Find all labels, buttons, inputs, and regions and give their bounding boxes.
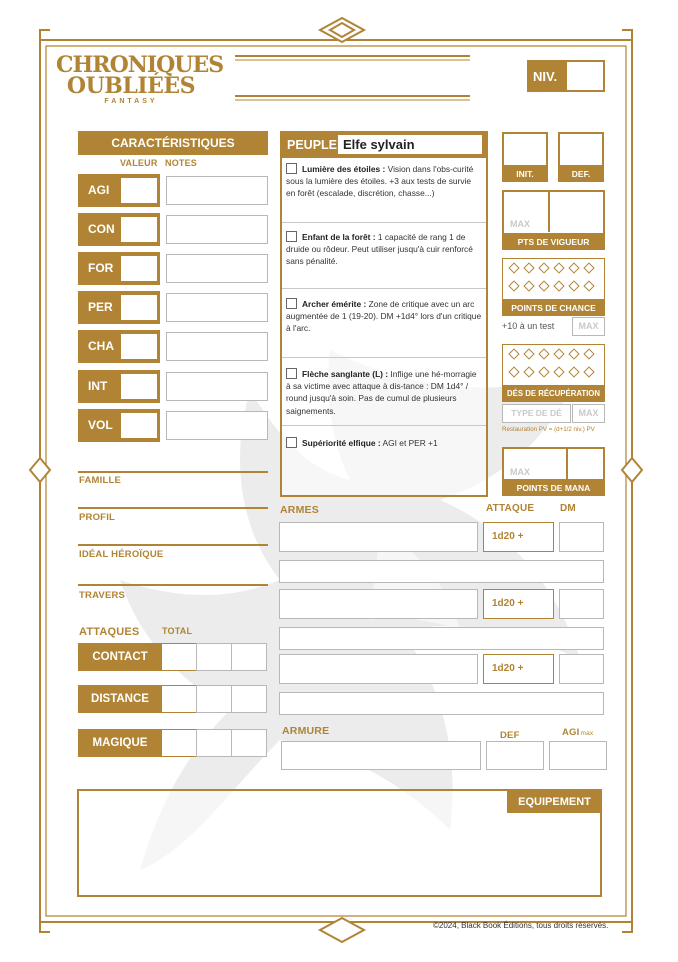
logo-line-1: CHRONIQUES (56, 52, 224, 78)
equipment-label (507, 791, 602, 813)
stat-notes-field[interactable] (166, 254, 268, 283)
attack-label-text: CONTACT (92, 651, 148, 663)
stat-label: CHA (88, 339, 114, 353)
capacity-name: Archer émérite : (302, 299, 367, 309)
mana-max-label: MAX (510, 467, 530, 477)
attack-bonus-field[interactable] (231, 729, 267, 757)
die-type-label: TYPE DE DÉ (511, 408, 562, 418)
weapons-dm-col: DM (560, 503, 576, 514)
recovery-label-text: DÉS DE RÉCUPÉRATION (507, 389, 600, 398)
weapon-attack-field[interactable] (483, 522, 554, 552)
stat-value-field[interactable] (120, 373, 158, 400)
stat-label: AGI (88, 183, 110, 197)
weapon-name-field[interactable] (279, 589, 478, 619)
capacity-text: Inflige une hé-morragie à sa victime avec attaque à dis-tance : DM 1d4° / round jusqu'à soin. Pas de cumul de plusieurs saignements. (286, 369, 477, 416)
stat-row-int (78, 370, 268, 403)
diamond-icon[interactable] (568, 262, 579, 273)
logo-line-3: FANTASY (104, 98, 158, 105)
people-label-text: PEUPLE (287, 137, 338, 152)
weapons-attack-col: ATTAQUE (486, 503, 535, 514)
weapon-dm-field[interactable] (559, 589, 604, 619)
vigor-divider (548, 192, 550, 232)
capacity-text: Zone de critique avec un arc augmentée de 1 (19-20). DM +1d4° lors d'un critique à l'arc. (286, 299, 482, 334)
def-label-text: DEF. (571, 168, 591, 179)
diamond-icon[interactable] (523, 366, 534, 377)
luck-max-label: MAX (578, 321, 599, 331)
attack-bonus-field[interactable] (196, 643, 232, 671)
stat-notes-field[interactable] (166, 293, 268, 322)
stat-label: PER (88, 300, 113, 314)
people-value: Elfe sylvain (343, 137, 415, 152)
diamond-icon[interactable] (568, 280, 579, 291)
attack-label (78, 643, 162, 671)
capacity-checkbox[interactable] (286, 231, 297, 242)
weapon-name-field[interactable] (279, 654, 478, 684)
weapon-roll: 1d20 + (492, 531, 524, 542)
diamond-icon[interactable] (523, 280, 534, 291)
capacity-2 (286, 231, 482, 268)
characteristics-title-text: CARACTÉRISTIQUES (111, 136, 235, 150)
armor-def-field[interactable] (486, 741, 544, 770)
diamond-icon[interactable] (583, 280, 594, 291)
recovery-diamonds-row-2 (506, 367, 604, 377)
stat-notes-field[interactable] (166, 372, 268, 401)
luck-diamonds-row-2 (506, 281, 604, 291)
stat-row-cha (78, 330, 268, 363)
diamond-icon[interactable] (508, 366, 519, 377)
stat-label: INT (88, 379, 108, 393)
profile-line (78, 507, 268, 509)
armor-agi-field[interactable] (549, 741, 607, 770)
weapon-roll: 1d20 + (492, 663, 524, 674)
col-notes-label: NOTES (165, 158, 198, 168)
armor-def-label: DEF (500, 730, 520, 741)
stat-notes-field[interactable] (166, 411, 268, 440)
people-value-field[interactable] (338, 135, 482, 154)
restoration-note: Restauration PV = (d+1/2 niv.) PV (502, 426, 595, 433)
flaws-label: TRAVERS (79, 590, 126, 601)
mana-label-text: POINTS DE MANA (516, 482, 591, 493)
weapon-attack-field[interactable] (483, 654, 554, 684)
attack-label-text: MAGIQUE (92, 737, 148, 749)
attack-bonus-field[interactable] (231, 643, 267, 671)
diamond-icon[interactable] (508, 280, 519, 291)
weapon-dm-field[interactable] (559, 522, 604, 552)
attack-total-field[interactable] (162, 643, 198, 671)
armor-agi-sub: max (580, 730, 594, 737)
weapon-dm-field[interactable] (559, 654, 604, 684)
weapon-name-field[interactable] (279, 522, 478, 552)
stat-row-per (78, 291, 268, 324)
diamond-icon[interactable] (553, 366, 564, 377)
capacity-5 (286, 437, 482, 449)
copyright: ©2024, Black Book Éditions, tous droits réservés. (433, 921, 609, 930)
diamond-icon[interactable] (583, 262, 594, 273)
diamond-icon[interactable] (568, 348, 579, 359)
recovery-diamonds-row-1 (506, 349, 604, 359)
diamond-icon[interactable] (553, 348, 564, 359)
attack-bonus-field[interactable] (196, 729, 232, 757)
init-label-text: INIT. (516, 168, 534, 179)
diamond-icon[interactable] (538, 366, 549, 377)
luck-label-text: POINTS DE CHANCE (511, 302, 596, 313)
capacity-text: 1 capacité de rang 1 de druide ou rôdeur. Peut utiliser jusqu'à cuir renforcé sans pénalité. (286, 232, 473, 267)
capacity-text: Vision dans l'obs-curité sous la lumière des étoiles. +3 aux tests de survie en forêt (escalade, discrétion, chasse...) (286, 164, 474, 199)
attack-bonus-field[interactable] (231, 685, 267, 713)
armor-field[interactable] (281, 741, 481, 770)
capacity-name: Supériorité elfique : (302, 438, 381, 448)
stat-value-field[interactable] (120, 255, 158, 282)
diamond-icon[interactable] (538, 262, 549, 273)
attack-label-text: DISTANCE (91, 693, 149, 705)
stat-label: FOR (88, 261, 114, 275)
stat-value-field[interactable] (120, 294, 158, 321)
diamond-icon[interactable] (538, 280, 549, 291)
stat-row-con (78, 213, 268, 246)
stat-notes-field[interactable] (166, 332, 268, 361)
logo (56, 52, 224, 105)
family-label: FAMILLE (79, 475, 122, 486)
stat-notes-field[interactable] (166, 215, 268, 244)
vigor-max-label: MAX (510, 219, 530, 229)
attack-label (78, 685, 162, 713)
weapon-attack-field[interactable] (483, 589, 554, 619)
capacity-name: Flèche sanglante (L) : (302, 369, 389, 379)
die-type-field[interactable] (502, 404, 571, 423)
ideal-line (78, 544, 268, 546)
level-label-text: NIV. (533, 68, 558, 84)
profile-label: PROFIL (79, 512, 116, 523)
recovery-label (502, 385, 605, 402)
weapon-notes-field[interactable] (279, 560, 604, 583)
stat-label: CON (88, 222, 115, 236)
attack-bonus-field[interactable] (196, 685, 232, 713)
capacity-name: Lumière des étoiles : (302, 164, 386, 174)
weapon-roll: 1d20 + (492, 598, 524, 609)
stat-row-agi (78, 174, 268, 207)
stat-row-vol (78, 409, 268, 442)
mana-divider (566, 449, 568, 479)
vigor-label (502, 233, 605, 250)
characteristics-title (78, 131, 268, 155)
capacity-checkbox[interactable] (286, 368, 297, 379)
family-line (78, 471, 268, 473)
diamond-icon[interactable] (583, 366, 594, 377)
flaws-line (78, 584, 268, 586)
attack-total-field[interactable] (162, 685, 198, 713)
level-label (527, 60, 565, 92)
diamond-icon[interactable] (523, 262, 534, 273)
diamond-icon[interactable] (538, 348, 549, 359)
logo-line-2: OUBLIÉES (66, 73, 196, 99)
diamond-icon[interactable] (508, 348, 519, 359)
diamond-icon[interactable] (508, 262, 519, 273)
armor-title: ARMURE (282, 725, 330, 737)
diamond-icon[interactable] (553, 280, 564, 291)
armor-agi-text: AGI (562, 727, 580, 738)
def-label (558, 165, 604, 182)
stat-label: VOL (88, 418, 113, 432)
attacks-title: ATTAQUES (79, 626, 140, 638)
init-label (502, 165, 548, 182)
recovery-max-label: MAX (578, 408, 599, 418)
diamond-icon[interactable] (568, 366, 579, 377)
attack-total-field[interactable] (162, 729, 198, 757)
capacity-1 (286, 163, 482, 200)
capacity-4 (286, 368, 482, 417)
attacks-total-label: TOTAL (162, 626, 193, 636)
diamond-icon[interactable] (583, 348, 594, 359)
ideal-label: IDÉAL HÉROÏQUE (79, 549, 164, 560)
capacity-text: AGI et PER +1 (382, 438, 438, 448)
capacity-checkbox[interactable] (286, 437, 297, 448)
attack-label (78, 729, 162, 757)
recovery-max-field[interactable] (572, 404, 605, 423)
mana-label (502, 479, 605, 496)
stat-row-for (78, 252, 268, 285)
stat-value-field[interactable] (120, 412, 158, 439)
luck-note: +10 à un test (502, 321, 555, 331)
equipment-label-text: EQUIPEMENT (518, 796, 591, 808)
capacity-checkbox[interactable] (286, 163, 297, 174)
capacity-3 (286, 298, 482, 335)
weapon-notes-field[interactable] (279, 627, 604, 650)
stat-value-field[interactable] (120, 177, 158, 204)
armor-agi-label (562, 727, 593, 738)
stat-value-field[interactable] (120, 333, 158, 360)
luck-max-field[interactable] (572, 317, 605, 336)
capacity-name: Enfant de la forêt : (302, 232, 376, 242)
level-field[interactable] (565, 60, 605, 92)
diamond-icon[interactable] (553, 262, 564, 273)
diamond-icon[interactable] (523, 348, 534, 359)
luck-label (502, 299, 605, 316)
col-value-label: VALEUR (120, 158, 158, 168)
stat-value-field[interactable] (120, 216, 158, 243)
capacity-checkbox[interactable] (286, 298, 297, 309)
luck-diamonds-row-1 (506, 263, 604, 273)
vigor-label-text: PTS DE VIGUEUR (517, 236, 590, 247)
stat-notes-field[interactable] (166, 176, 268, 205)
weapon-notes-field[interactable] (279, 692, 604, 715)
weapons-title: ARMES (280, 504, 319, 516)
